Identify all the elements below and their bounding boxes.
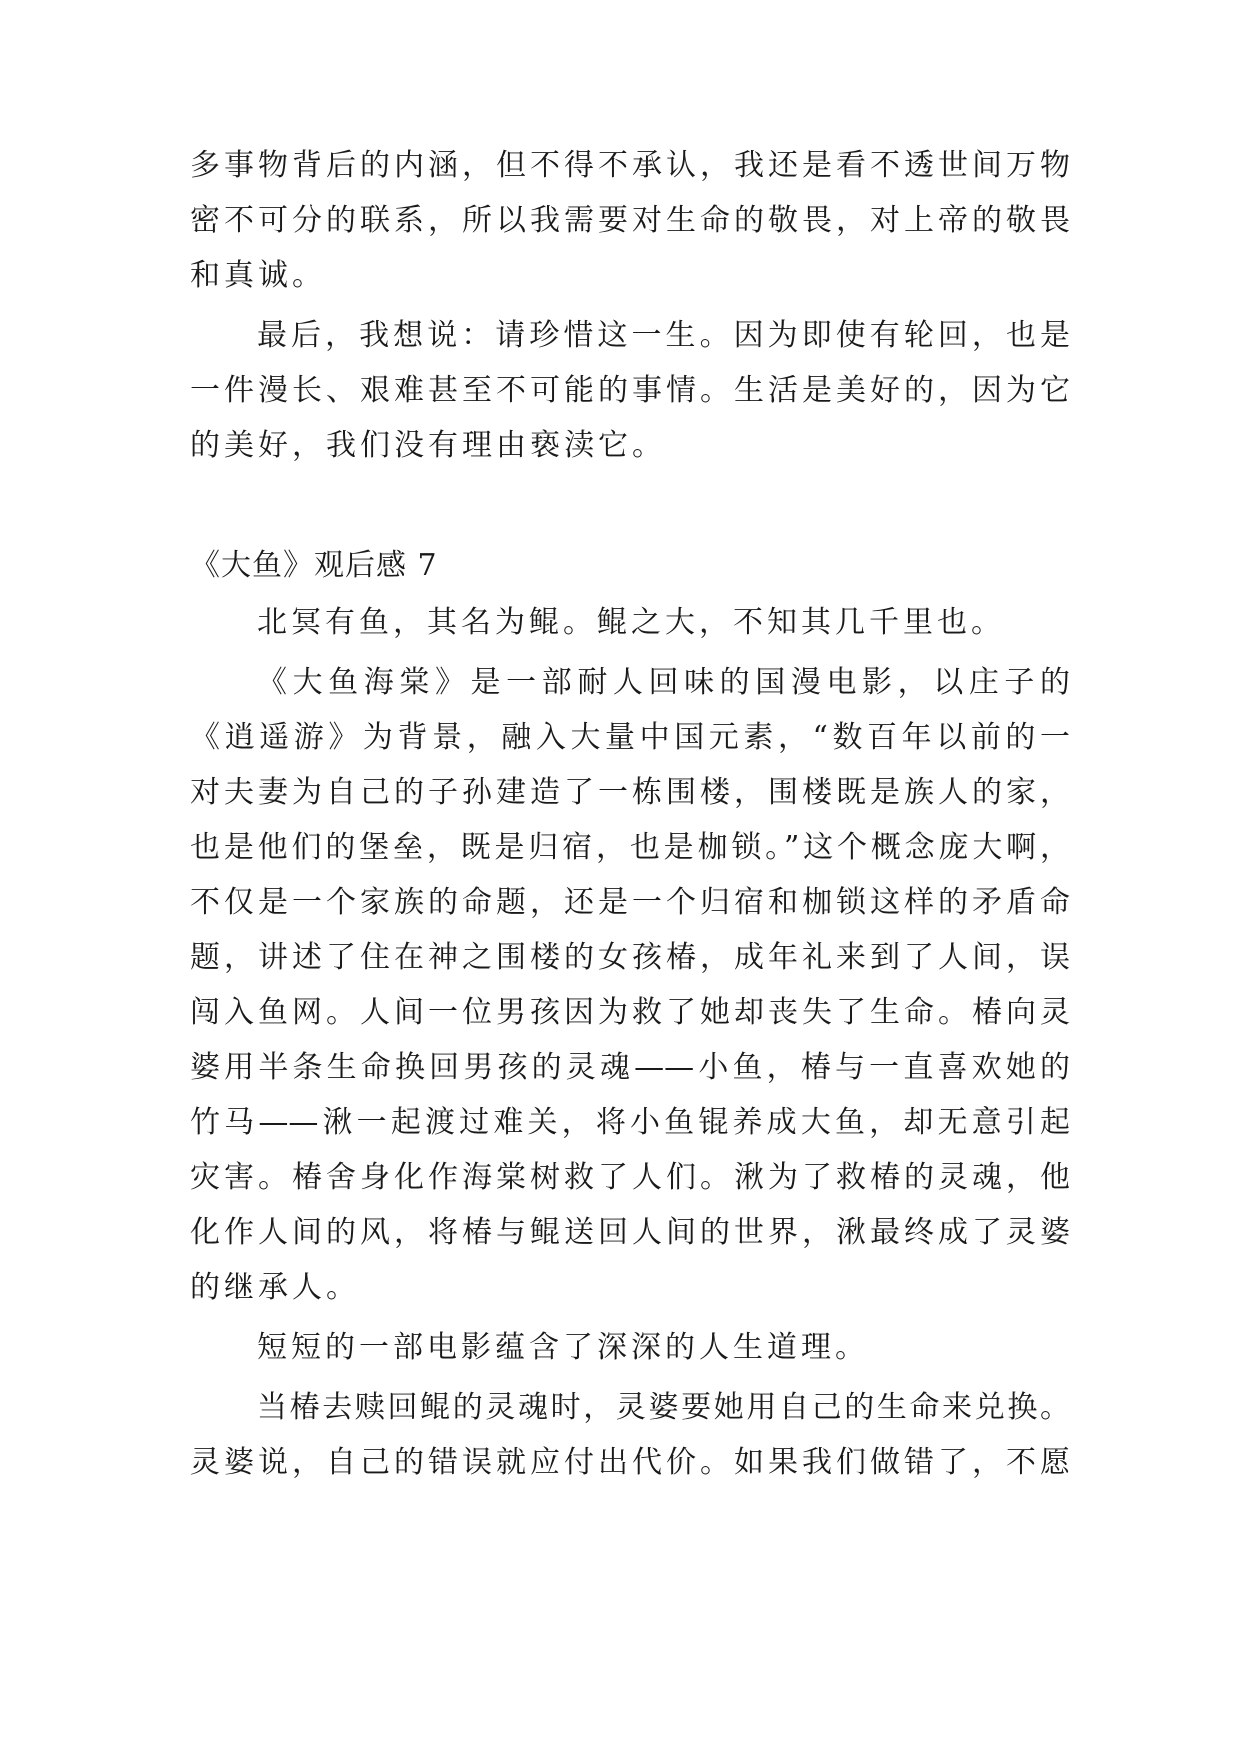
text-line: 题，讲述了住在神之围楼的女孩椿，成年礼来到了人间，误 bbox=[190, 940, 1070, 975]
text-line: 灵婆说，自己的错误就应付出代价。如果我们做错了，不愿 bbox=[190, 1445, 1070, 1480]
text-line: 一件漫长、艰难甚至不可能的事情。生活是美好的，因为它 bbox=[190, 373, 1070, 408]
section-title: 《大鱼》观后感 7 bbox=[190, 548, 438, 583]
paragraph-first-line: 北冥有鱼，其名为鲲。鲲之大，不知其几千里也。 bbox=[257, 605, 1005, 640]
text-line: 多事物背后的内涵，但不得不承认，我还是看不透世间万物 bbox=[190, 148, 1070, 183]
text-line: 的继承人。 bbox=[190, 1270, 360, 1305]
text-line: 灾害。椿舍身化作海棠树救了人们。湫为了救椿的灵魂，他 bbox=[190, 1160, 1070, 1195]
text-line: 婆用半条生命换回男孩的灵魂——小鱼，椿与一直喜欢她的 bbox=[190, 1050, 1070, 1085]
paragraph-first-line: 短短的一部电影蕴含了深深的人生道理。 bbox=[257, 1330, 869, 1365]
text-line: 竹马——湫一起渡过难关，将小鱼锟养成大鱼，却无意引起 bbox=[190, 1105, 1070, 1140]
paragraph-first-line: 当椿去赎回鲲的灵魂时，灵婆要她用自己的生命来兑换。 bbox=[257, 1390, 1070, 1425]
text-line: 的美好，我们没有理由亵渎它。 bbox=[190, 428, 666, 463]
text-line: 不仅是一个家族的命题，还是一个归宿和枷锁这样的矛盾命 bbox=[190, 885, 1070, 920]
text-line: 也是他们的堡垒，既是归宿，也是枷锁。”这个概念庞大啊， bbox=[190, 830, 1070, 865]
paragraph-first-line: 《大鱼海棠》是一部耐人回味的国漫电影，以庄子的 bbox=[257, 665, 1070, 700]
text-line: 对夫妻为自己的子孙建造了一栋围楼，围楼既是族人的家， bbox=[190, 775, 1070, 810]
text-line: 化作人间的风，将椿与鲲送回人间的世界，湫最终成了灵婆 bbox=[190, 1215, 1070, 1250]
text-line: 《逍遥游》为背景，融入大量中国元素，“数百年以前的一 bbox=[190, 720, 1070, 755]
text-line: 闯入鱼网。人间一位男孩因为救了她却丧失了生命。椿向灵 bbox=[190, 995, 1070, 1030]
text-line: 和真诚。 bbox=[190, 258, 326, 293]
text-line: 密不可分的联系，所以我需要对生命的敬畏，对上帝的敬畏 bbox=[190, 203, 1070, 238]
paragraph-first-line: 最后，我想说：请珍惜这一生。因为即使有轮回，也是 bbox=[257, 318, 1070, 353]
